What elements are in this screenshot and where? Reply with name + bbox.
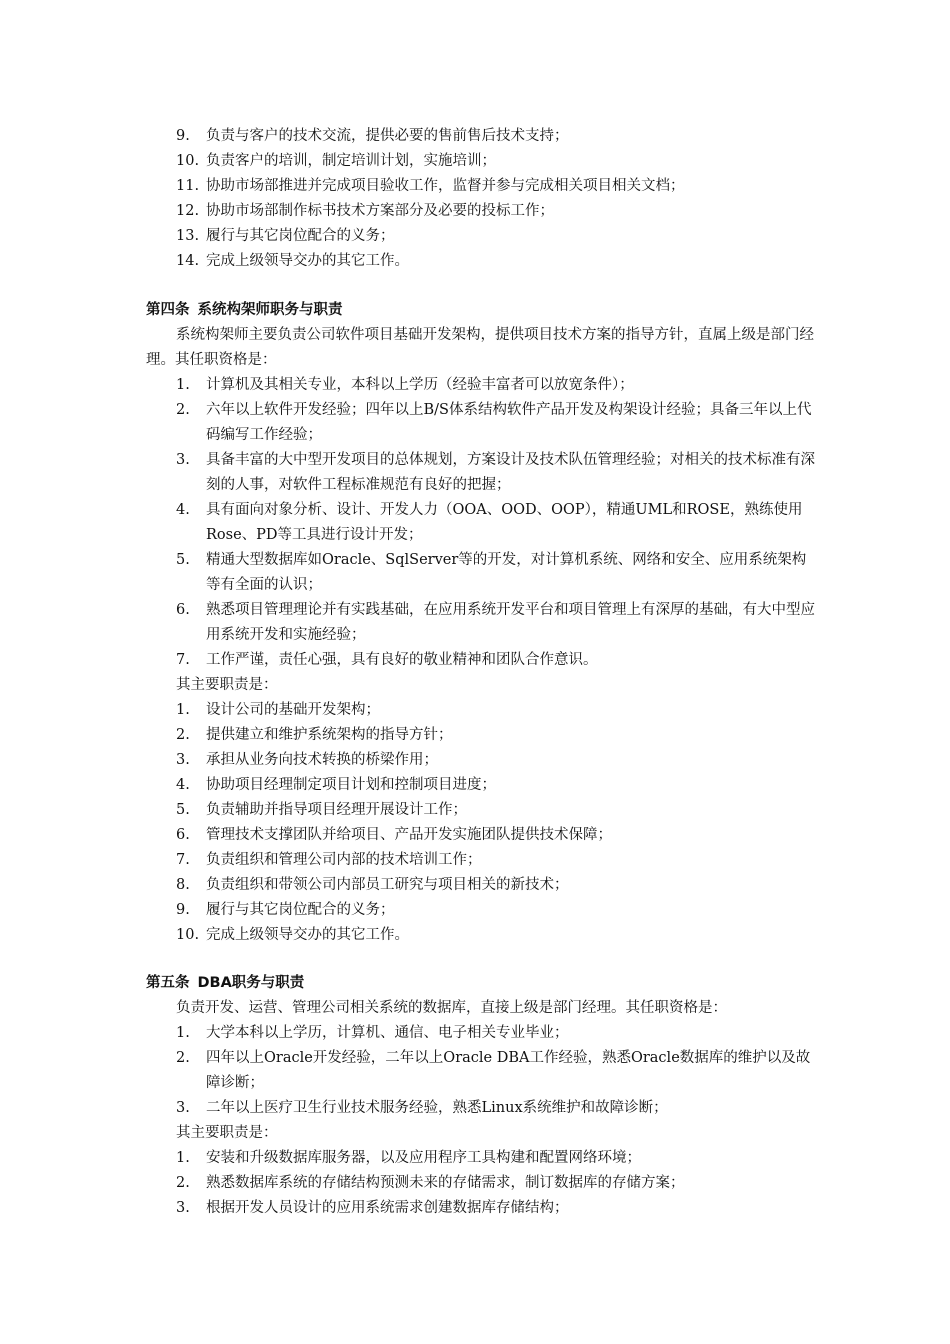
list-item: 3. 具备丰富的大中型开发项目的总体规划，方案设计及技术队伍管理经验；对相关的技术标准有深刻的人事，对软件工程标准规范有良好的把握； <box>176 452 815 493</box>
list-item: 12. 协助市场部制作标书技术方案部分及必要的投标工作； <box>176 203 554 219</box>
top-list <box>176 124 816 274</box>
list-item: 2. 六年以上软件开发经验；四年以上B/S体系结构软件产品开发及构架设计经验；具备三年以上代码编写工作经验； <box>176 402 812 443</box>
list-item: 1. 安装和升级数据库服务器，以及应用程序工具构建和配置网络环境； <box>176 1150 641 1166</box>
list-item: 10. 负责客户的培训，制定培训计划，实施培训； <box>176 153 496 169</box>
list-item: 7. 负责组织和管理公司内部的技术培训工作； <box>176 852 482 868</box>
section5-intro: 负责开发、运营、管理公司相关系统的数据库，直接上级是部门经理。其任职资格是： <box>176 1000 727 1016</box>
list-item: 6. 管理技术支撑团队并给项目、产品开发实施团队提供技术保障； <box>176 827 612 843</box>
list-item: 2. 四年以上Oracle开发经验，二年以上Oracle DBA工作经验，熟悉Oracle数据库的维护以及故障诊断； <box>176 1050 811 1091</box>
list-item: 9. 履行与其它岗位配合的义务； <box>176 902 395 918</box>
list-item: 2. 提供建立和维护系统架构的指导方针； <box>176 727 453 743</box>
list-item: 3. 二年以上医疗卫生行业技术服务经验，熟悉Linux系统维护和故障诊断； <box>176 1100 668 1116</box>
list-item: 10. 完成上级领导交办的其它工作。 <box>176 927 409 943</box>
list-item: 4. 具有面向对象分析、设计、开发人力（OOA、OOD、OOP），精通UML和ROSE，熟练使用Rose、PD等工具进行设计开发； <box>176 502 803 543</box>
list-item: 2. 熟悉数据库系统的存储结构预测未来的存储需求，制订数据库的存储方案； <box>176 1175 685 1191</box>
list-item: 3. 承担从业务向技术转换的桥梁作用； <box>176 752 438 768</box>
list-item: 1. 大学本科以上学历，计算机、通信、电子相关专业毕业； <box>176 1025 569 1041</box>
section5-duties-label: 其主要职责是： <box>176 1125 278 1141</box>
section4-intro: 系统构架师主要负责公司软件项目基础开发架构，提供项目技术方案的指导方针，直属上级是部门经理。其任职资格是： <box>146 327 814 368</box>
section4-qualifications <box>176 373 816 673</box>
list-item: 14. 完成上级领导交办的其它工作。 <box>176 253 409 269</box>
list-item: 7. 工作严谨，责任心强，具有良好的敬业精神和团队合作意识。 <box>176 652 598 668</box>
list-item: 5. 精通大型数据库如Oracle、SqlServer等的开发，对计算机系统、网络和安全、应用系统架构等有全面的认识； <box>176 552 807 593</box>
list-item: 1. 计算机及其相关专业，本科以上学历（经验丰富者可以放宽条件）； <box>176 377 634 393</box>
list-item: 3. 根据开发人员设计的应用系统需求创建数据库存储结构； <box>176 1200 569 1216</box>
list-item: 1. 设计公司的基础开发架构； <box>176 702 380 718</box>
list-item: 11. 协助市场部推进并完成项目验收工作，监督并参与完成相关项目相关文档； <box>176 178 685 194</box>
list-item: 8. 负责组织和带领公司内部员工研究与项目相关的新技术； <box>176 877 569 893</box>
section4-duties-label: 其主要职责是： <box>176 677 278 693</box>
list-item: 13. 履行与其它岗位配合的义务； <box>176 228 395 244</box>
section5-heading: 第五条 DBA职务与职责 <box>146 975 305 991</box>
list-item: 4. 协助项目经理制定项目计划和控制项目进度； <box>176 777 496 793</box>
list-item: 5. 负责辅助并指导项目经理开展设计工作； <box>176 802 467 818</box>
section5-duties <box>176 1146 816 1221</box>
list-item: 9. 负责与客户的技术交流，提供必要的售前售后技术支持； <box>176 128 569 144</box>
section4-duties <box>176 698 816 948</box>
section5-qualifications <box>176 1021 816 1121</box>
section4-heading: 第四条 系统构架师职务与职责 <box>146 302 343 318</box>
list-item: 6. 熟悉项目管理理论并有实践基础，在应用系统开发平台和项目管理上有深厚的基础，有大中型应用系统开发和实施经验； <box>176 602 815 643</box>
